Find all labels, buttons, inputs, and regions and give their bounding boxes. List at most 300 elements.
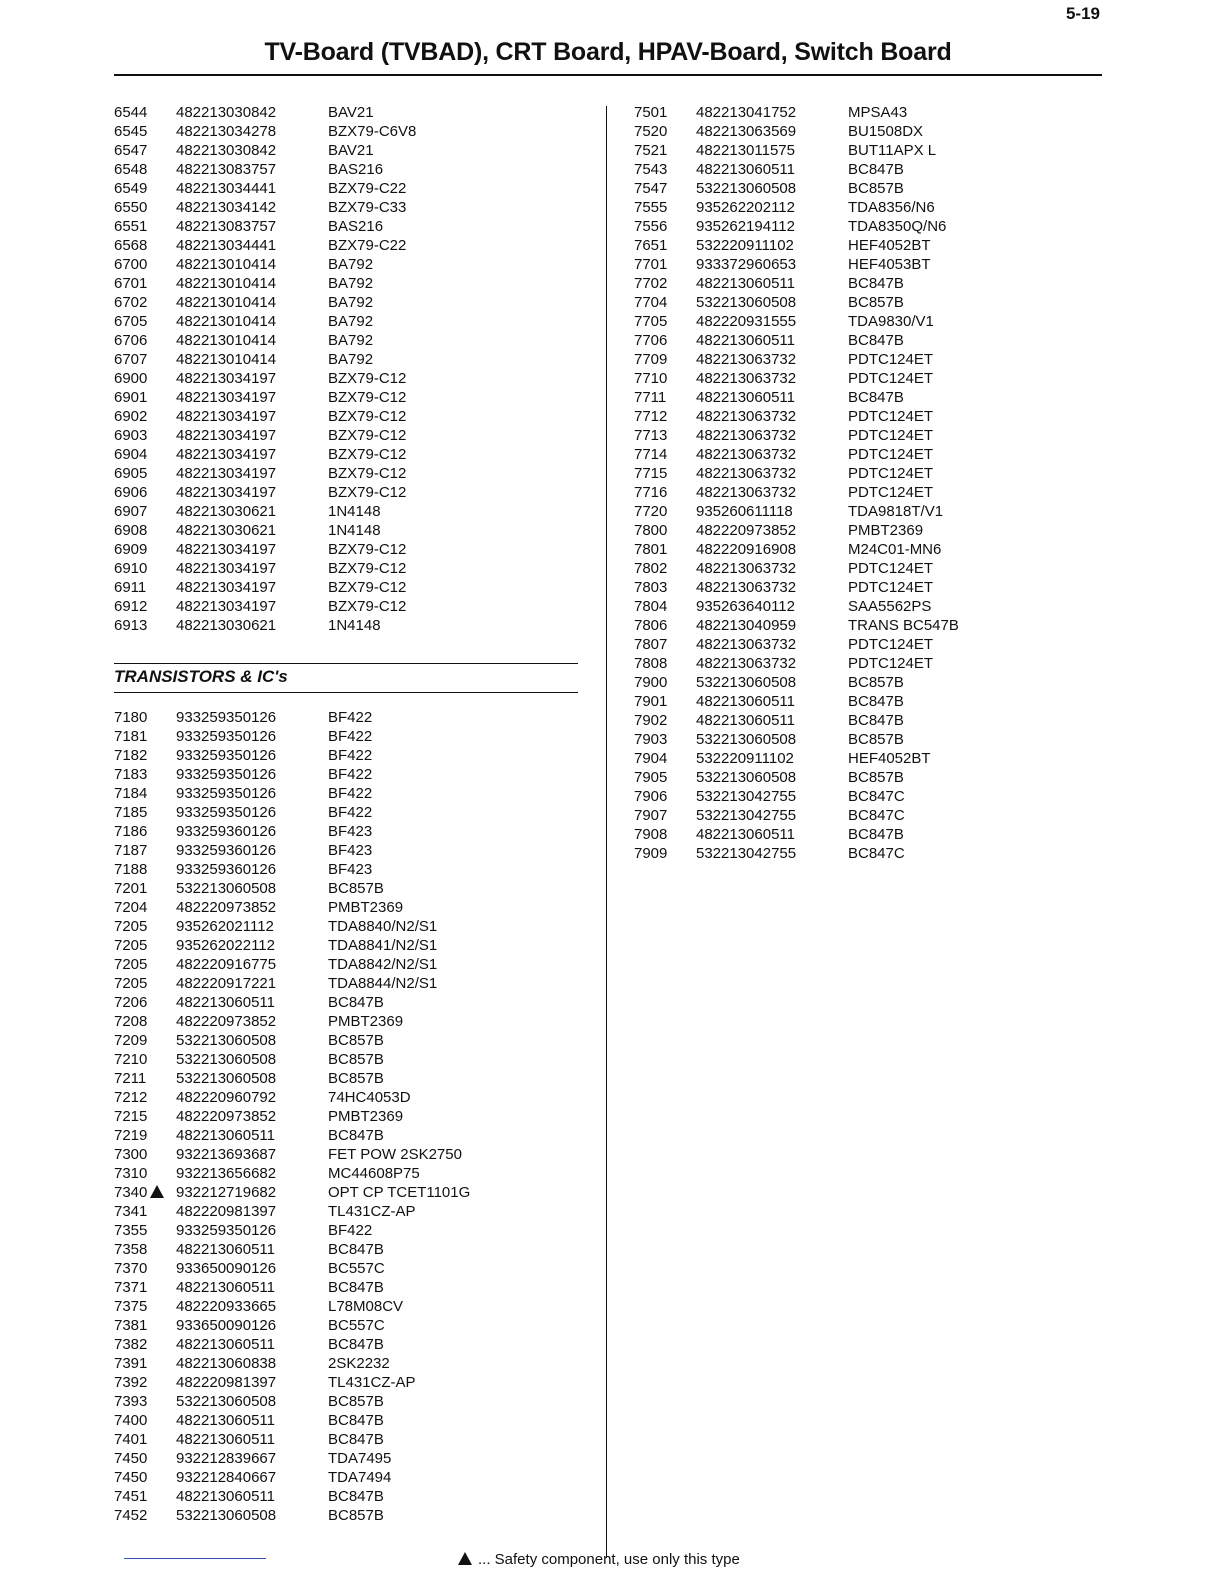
part-row: [114, 1506, 470, 1525]
part-description: [328, 1221, 372, 1240]
part-code: [176, 1506, 328, 1525]
part-description: [328, 293, 373, 312]
part-code-text: 532213060508: [176, 880, 277, 897]
part-description-text: 1N4148: [328, 503, 381, 520]
part-position: [114, 407, 176, 426]
part-code-text: 482213063732: [696, 351, 797, 368]
part-row: [634, 198, 959, 217]
part-code-text: 933259350126: [176, 747, 277, 764]
part-description-text: BF423: [328, 842, 373, 859]
part-position-text: 7450: [114, 1450, 148, 1467]
part-position: [634, 350, 696, 369]
part-code: [176, 936, 328, 955]
part-position-text: 7187: [114, 842, 148, 859]
part-position: [114, 765, 176, 784]
part-description-text: M24C01-MN6: [848, 541, 942, 558]
part-row: [634, 502, 959, 521]
part-position-text: 7370: [114, 1260, 148, 1277]
part-position-text: 7211: [114, 1070, 147, 1087]
part-position-text: 7804: [634, 598, 668, 615]
part-row: [114, 955, 470, 974]
part-row: [634, 597, 959, 616]
part-description-text: BC847B: [848, 826, 904, 843]
right-parts-list: [634, 103, 959, 863]
part-position-text: 7710: [634, 370, 668, 387]
part-description: [848, 654, 933, 673]
part-position-text: 6903: [114, 427, 148, 444]
part-code-text: 935262021112: [176, 918, 274, 935]
part-code-text: 482213063732: [696, 446, 797, 463]
part-description-text: BU1508DX: [848, 123, 924, 140]
part-position-text: 7401: [114, 1431, 148, 1448]
part-position-text: 7340: [114, 1184, 148, 1201]
part-row: [114, 746, 470, 765]
part-code: [176, 426, 328, 445]
part-position-text: 7713: [634, 427, 668, 444]
part-code-text: 933259350126: [176, 709, 277, 726]
part-description: [848, 559, 933, 578]
part-code: [696, 407, 848, 426]
part-code: [176, 1088, 328, 1107]
part-position-text: 7543: [634, 161, 668, 178]
part-code: [176, 879, 328, 898]
part-position: [114, 1107, 176, 1126]
part-description-text: BZX79-C12: [328, 427, 407, 444]
part-code: [176, 122, 328, 141]
part-code-text: 532213060508: [696, 294, 797, 311]
part-row: [634, 635, 959, 654]
part-code-text: 482213030842: [176, 104, 277, 121]
part-code: [176, 727, 328, 746]
part-position: [114, 936, 176, 955]
part-position-text: 7714: [634, 446, 668, 463]
part-description-text: MPSA43: [848, 104, 908, 121]
part-position: [114, 1050, 176, 1069]
part-code-text: 933259360126: [176, 861, 277, 878]
part-code: [176, 236, 328, 255]
part-code-text: 532213060508: [176, 1051, 277, 1068]
part-row: [114, 312, 416, 331]
part-position: [114, 822, 176, 841]
part-code-text: 532213060508: [176, 1070, 277, 1087]
part-description: [328, 955, 437, 974]
part-code-text: 935262022112: [176, 937, 275, 954]
part-position-text: 7205: [114, 937, 148, 954]
part-code-text: 482220916775: [176, 956, 277, 973]
part-code: [176, 388, 328, 407]
part-position-text: 6545: [114, 123, 148, 140]
part-position: [114, 122, 176, 141]
part-code-text: 932212839667: [176, 1450, 277, 1467]
part-code: [176, 1411, 328, 1430]
part-description-text: L78M08CV: [328, 1298, 404, 1315]
part-code-text: 482213034142: [176, 199, 277, 216]
part-description-text: PDTC124ET: [848, 560, 934, 577]
part-code: [696, 692, 848, 711]
part-position: [114, 236, 176, 255]
part-description: [328, 1145, 462, 1164]
part-code: [176, 1487, 328, 1506]
part-position: [634, 217, 696, 236]
part-position: [114, 1392, 176, 1411]
part-position-text: 7205: [114, 956, 148, 973]
part-position-text: 6548: [114, 161, 148, 178]
part-code-text: 482213010414: [176, 313, 277, 330]
part-row: [634, 274, 959, 293]
part-description-text: BF422: [328, 766, 373, 783]
part-description-text: PDTC124ET: [848, 484, 934, 501]
part-description-text: BA792: [328, 294, 374, 311]
part-description-text: BC857B: [328, 1070, 384, 1087]
part-description-text: BC857B: [328, 1032, 384, 1049]
part-row: [114, 559, 416, 578]
part-position: [114, 1297, 176, 1316]
part-code-text: 935263640112: [696, 598, 795, 615]
part-row: [114, 1487, 470, 1506]
part-position: [634, 673, 696, 692]
part-code: [696, 179, 848, 198]
part-position-text: 6547: [114, 142, 148, 159]
part-description: [848, 692, 904, 711]
part-row: [114, 803, 470, 822]
part-position-text: 7801: [634, 541, 668, 558]
part-description-text: FET POW 2SK2750: [328, 1146, 462, 1163]
part-code: [176, 1069, 328, 1088]
part-row: [634, 692, 959, 711]
part-row: [634, 312, 959, 331]
part-code-text: 482213034197: [176, 560, 277, 577]
part-code-text: 482213060511: [696, 275, 795, 292]
part-row: [114, 103, 416, 122]
part-row: [634, 749, 959, 768]
part-position: [114, 1164, 176, 1183]
part-description: [328, 1012, 403, 1031]
part-code-text: 532213042755: [696, 788, 797, 805]
part-position-text: 6912: [114, 598, 148, 615]
part-position-text: 6549: [114, 180, 148, 197]
part-row: [114, 502, 416, 521]
part-code: [176, 312, 328, 331]
part-code: [696, 103, 848, 122]
part-description-text: BA792: [328, 313, 374, 330]
part-row: [634, 673, 959, 692]
part-row: [634, 179, 959, 198]
part-code: [696, 730, 848, 749]
part-row: [114, 236, 416, 255]
part-description: [328, 974, 437, 993]
part-row: [634, 293, 959, 312]
part-position-text: 7400: [114, 1412, 148, 1429]
part-description-text: HEF4052BT: [848, 237, 931, 254]
part-row: [634, 464, 959, 483]
part-code-text: 482213034197: [176, 446, 277, 463]
part-description: [848, 616, 959, 635]
part-code: [696, 749, 848, 768]
part-position: [114, 350, 176, 369]
part-description: [328, 369, 406, 388]
part-code: [176, 103, 328, 122]
part-description-text: BC847B: [328, 1431, 384, 1448]
part-code: [176, 1240, 328, 1259]
part-code: [176, 616, 328, 635]
part-description-text: PMBT2369: [328, 899, 404, 916]
part-position-text: 6702: [114, 294, 148, 311]
part-description-text: BC847B: [328, 1488, 384, 1505]
part-description: [848, 768, 904, 787]
part-code: [176, 1468, 328, 1487]
part-code-text: 482213034197: [176, 389, 277, 406]
part-code-text: 482213010414: [176, 351, 277, 368]
part-code-text: 482213060511: [176, 1412, 275, 1429]
part-position: [634, 711, 696, 730]
part-position: [634, 540, 696, 559]
part-code: [176, 1107, 328, 1126]
part-position-text: 7907: [634, 807, 668, 824]
part-description: [328, 1088, 411, 1107]
part-description: [328, 1107, 403, 1126]
part-description: [328, 597, 406, 616]
safety-footnote: [458, 1551, 740, 1568]
part-position: [114, 1316, 176, 1335]
part-code-text: 482213063732: [696, 465, 797, 482]
part-code-text: 482213060511: [696, 693, 795, 710]
part-row: [114, 1202, 470, 1221]
part-description: [848, 217, 946, 236]
part-position-text: 7800: [634, 522, 668, 539]
part-position: [114, 255, 176, 274]
part-description-text: BC847B: [328, 1127, 384, 1144]
part-code-text: 933259360126: [176, 842, 277, 859]
part-position: [634, 597, 696, 616]
part-description-text: BC857B: [848, 731, 904, 748]
part-row: [114, 274, 416, 293]
part-position: [634, 692, 696, 711]
part-description: [848, 350, 933, 369]
part-code: [696, 255, 848, 274]
part-description-text: BA792: [328, 275, 374, 292]
part-code-text: 482213030842: [176, 142, 277, 159]
part-row: [114, 331, 416, 350]
part-row: [114, 445, 416, 464]
part-position: [634, 464, 696, 483]
part-description-text: BZX79-C12: [328, 408, 407, 425]
part-code: [696, 274, 848, 293]
part-description-text: BAV21: [328, 142, 374, 159]
part-description: [848, 825, 904, 844]
part-position-text: 7803: [634, 579, 668, 596]
part-position-text: 6904: [114, 446, 148, 463]
part-row: [114, 483, 416, 502]
part-description-text: BZX79-C12: [328, 446, 407, 463]
part-description-text: TL431CZ-AP: [328, 1203, 416, 1220]
part-row: [114, 1411, 470, 1430]
part-position-text: 7181: [114, 728, 148, 745]
part-code: [176, 898, 328, 917]
title-rule: [114, 74, 1102, 76]
part-code-text: 482213060511: [696, 332, 795, 349]
part-row: [634, 730, 959, 749]
part-position: [114, 426, 176, 445]
part-code: [176, 1031, 328, 1050]
page-title: TV-Board (TVBAD), CRT Board, HPAV-Board, Switch Board: [264, 38, 952, 66]
part-description-text: BA792: [328, 332, 374, 349]
part-code-text: 482213030621: [176, 503, 277, 520]
part-position-text: 7520: [634, 123, 668, 140]
part-code-text: 482213034197: [176, 427, 277, 444]
part-row: [114, 122, 416, 141]
part-code: [696, 540, 848, 559]
part-description: [848, 597, 931, 616]
part-description: [328, 1031, 384, 1050]
part-description: [848, 787, 905, 806]
part-description: [328, 898, 403, 917]
part-code: [696, 559, 848, 578]
part-description: [328, 1392, 384, 1411]
part-description: [848, 407, 933, 426]
part-row: [114, 369, 416, 388]
part-row: [114, 1335, 470, 1354]
part-position-text: 7355: [114, 1222, 148, 1239]
part-code-text: 482213030621: [176, 522, 277, 539]
part-description: [328, 822, 372, 841]
part-position-text: 7901: [634, 693, 668, 710]
part-position: [114, 1411, 176, 1430]
part-row: [634, 559, 959, 578]
part-code: [696, 217, 848, 236]
part-position: [114, 141, 176, 160]
part-description-text: 1N4148: [328, 617, 381, 634]
part-position: [114, 597, 176, 616]
part-code: [696, 312, 848, 331]
part-position-text: 7210: [114, 1051, 148, 1068]
part-description-text: BZX79-C33: [328, 199, 407, 216]
part-position-text: 7715: [634, 465, 668, 482]
part-code-text: 482213010414: [176, 275, 277, 292]
part-position-text: 6911: [114, 579, 147, 596]
part-row: [114, 1354, 470, 1373]
part-position: [634, 407, 696, 426]
part-row: [634, 160, 959, 179]
part-description: [328, 1278, 384, 1297]
part-description: [328, 331, 373, 350]
part-position: [114, 445, 176, 464]
part-position: [114, 540, 176, 559]
part-code-text: 482213060511: [176, 1279, 275, 1296]
part-code: [696, 388, 848, 407]
part-row: [114, 1240, 470, 1259]
part-description-text: BZX79-C12: [328, 465, 407, 482]
part-position-text: 7709: [634, 351, 668, 368]
part-description: [328, 578, 406, 597]
part-position-text: 7215: [114, 1108, 148, 1125]
part-code: [696, 293, 848, 312]
part-description: [328, 483, 406, 502]
part-code: [176, 1012, 328, 1031]
part-description: [328, 1050, 384, 1069]
part-code-text: 482213060511: [696, 712, 795, 729]
part-row: [634, 445, 959, 464]
part-row: [634, 426, 959, 445]
part-code-text: 482213063732: [696, 560, 797, 577]
part-position: [114, 784, 176, 803]
part-row: [114, 1468, 470, 1487]
part-row: [114, 350, 416, 369]
part-description-text: BZX79-C12: [328, 370, 407, 387]
part-code-text: 482220973852: [176, 899, 277, 916]
part-description-text: BC847B: [848, 161, 904, 178]
part-position-text: 7358: [114, 1241, 148, 1258]
part-description: [328, 274, 373, 293]
part-position: [634, 293, 696, 312]
part-code-text: 482213010414: [176, 256, 277, 273]
part-code-text: 482213063732: [696, 408, 797, 425]
part-row: [114, 578, 416, 597]
part-description-text: OPT CP TCET1101G: [328, 1184, 471, 1201]
part-position-text: 7310: [114, 1165, 148, 1182]
part-code-text: 482213034197: [176, 484, 277, 501]
part-description: [328, 559, 406, 578]
part-position: [114, 1335, 176, 1354]
part-row: [114, 464, 416, 483]
part-code: [176, 1373, 328, 1392]
part-position: [114, 1145, 176, 1164]
part-description: [328, 312, 373, 331]
part-position: [114, 1468, 176, 1487]
part-position-text: 7720: [634, 503, 668, 520]
part-description-text: BF423: [328, 861, 373, 878]
part-row: [114, 426, 416, 445]
part-code-text: 933259350126: [176, 804, 277, 821]
part-description: [328, 1126, 384, 1145]
part-code: [176, 841, 328, 860]
part-code: [176, 1221, 328, 1240]
part-position: [114, 616, 176, 635]
part-code: [176, 331, 328, 350]
part-position: [634, 559, 696, 578]
part-code-text: 482213060511: [176, 994, 275, 1011]
part-position: [114, 1126, 176, 1145]
part-position: [634, 578, 696, 597]
part-row: [114, 1221, 470, 1240]
part-row: [634, 255, 959, 274]
part-row: [114, 293, 416, 312]
part-position-text: 7183: [114, 766, 148, 783]
part-description: [328, 217, 383, 236]
part-description: [328, 1373, 416, 1392]
part-description-text: PDTC124ET: [848, 370, 934, 387]
part-code: [176, 955, 328, 974]
part-row: [114, 198, 416, 217]
part-description-text: BZX79-C12: [328, 541, 407, 558]
part-code: [696, 597, 848, 616]
part-description: [328, 540, 406, 559]
part-code: [176, 765, 328, 784]
part-position-text: 6568: [114, 237, 148, 254]
part-description-text: BA792: [328, 256, 374, 273]
part-description: [848, 749, 931, 768]
part-description: [848, 673, 904, 692]
part-position: [634, 635, 696, 654]
part-position-text: 6910: [114, 560, 148, 577]
part-description-text: BC847B: [848, 389, 904, 406]
part-code: [176, 974, 328, 993]
part-code: [176, 293, 328, 312]
diodes-list: [114, 103, 416, 635]
part-description-text: BF422: [328, 728, 373, 745]
part-position-text: 7450: [114, 1469, 148, 1486]
part-position: [634, 521, 696, 540]
part-position-text: 7180: [114, 709, 148, 726]
